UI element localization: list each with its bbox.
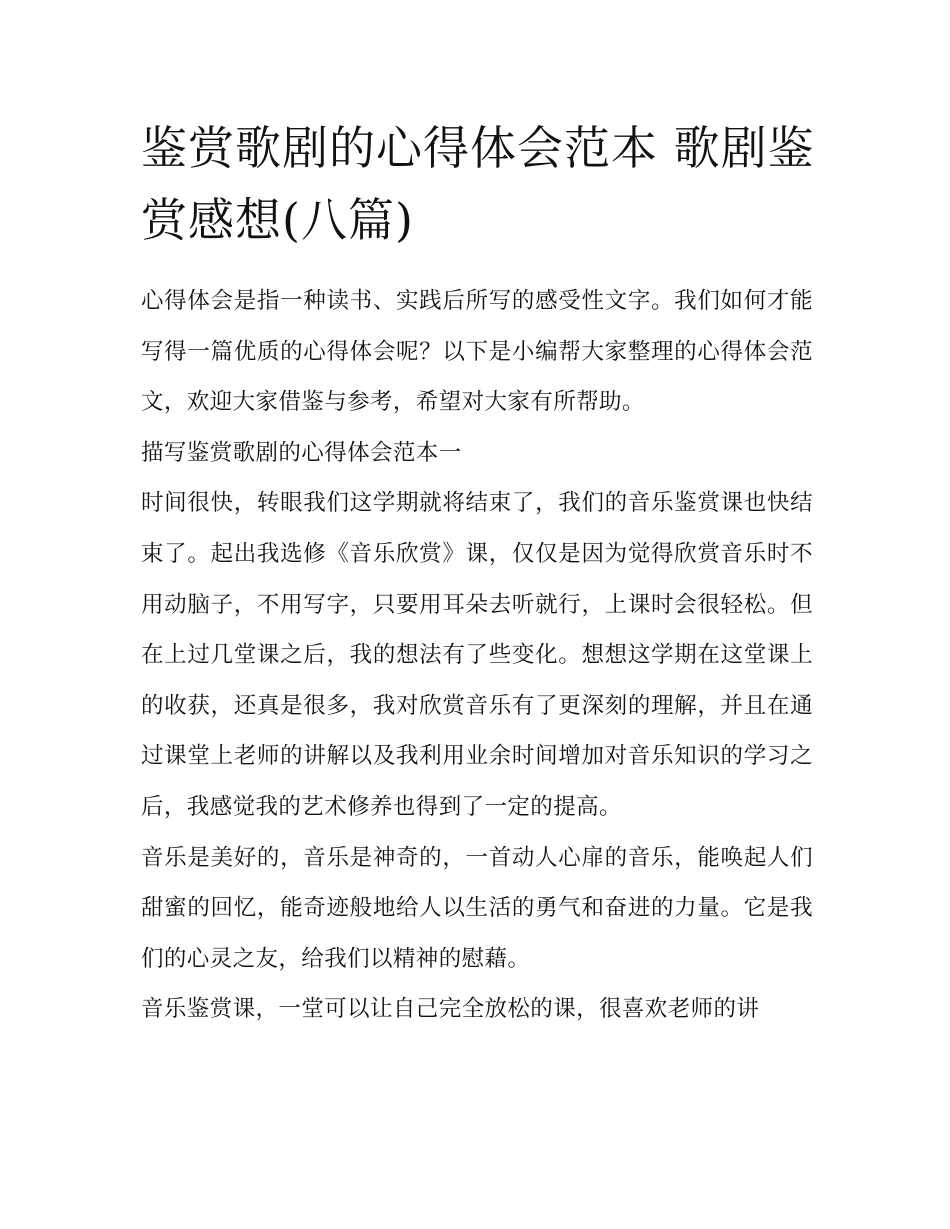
body-paragraph: 音乐鉴赏课，一堂可以让自己完全放松的课，很喜欢老师的讲 <box>141 996 760 1023</box>
section-heading: 描写鉴赏歌剧的心得体会范本一 <box>141 439 462 466</box>
document-body <box>141 276 813 1035</box>
document-title: 鉴赏歌剧的心得体会范本 歌剧鉴赏感想(八篇) <box>141 121 815 247</box>
document-page <box>141 112 813 1035</box>
body-paragraph: 时间很快，转眼我们这学期就将结束了，我们的音乐鉴赏课也快结束了。起出我选修《音乐欣赏》课，仅仅是因为觉得欣赏音乐时不用动脑子，不用写字，只要用耳朵去听就行，上课时会很轻松。但在上过几堂课之后，我的想法有了些变化。想想这学期在这堂课上的收获，还真是很多，我对欣赏音乐有了更深刻的理解，并且在通过课堂上老师的讲解以及我利用业余时间增加对音乐知识的学习之后，我感觉我的艺术修养也得到了一定的提高。 <box>141 490 813 820</box>
intro-paragraph: 心得体会是指一种读书、实践后所写的感受性文字。我们如何才能写得一篇优质的心得体会呢？以下是小编帮大家整理的心得体会范文，欢迎大家借鉴与参考，希望对大家有所帮助。 <box>141 288 813 416</box>
body-paragraph: 音乐是美好的，音乐是神奇的，一首动人心扉的音乐，能唤起人们甜蜜的回忆，能奇迹般地给人以生活的勇气和奋进的力量。它是我们的心灵之友，给我们以精神的慰藉。 <box>141 844 813 972</box>
